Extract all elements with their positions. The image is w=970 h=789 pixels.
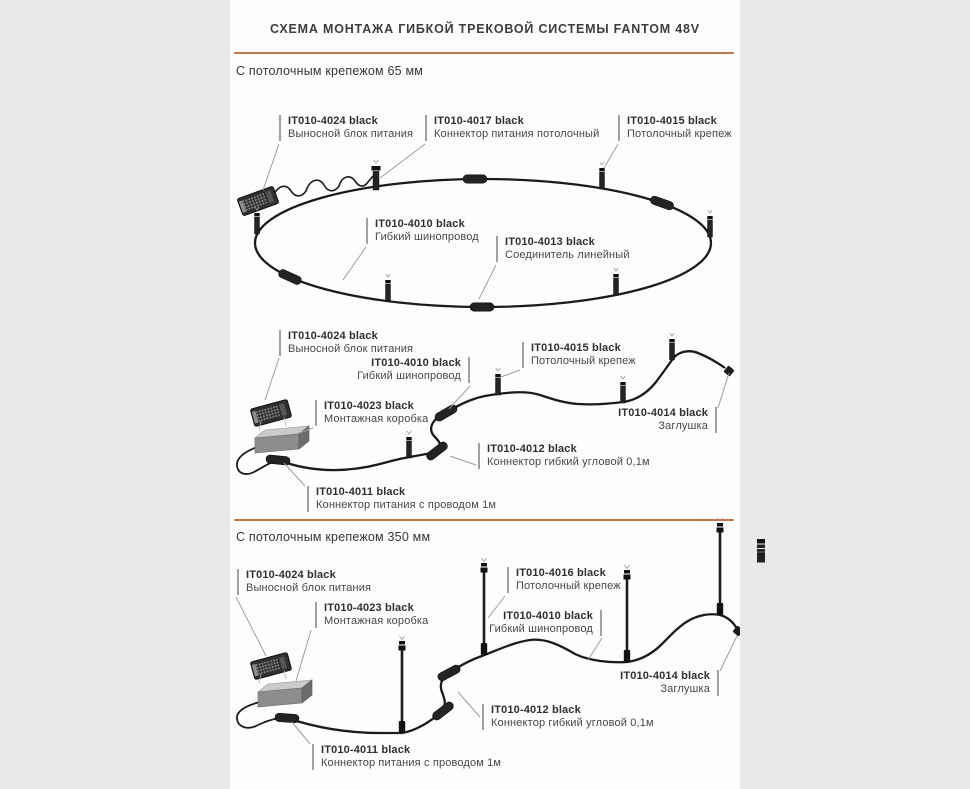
- part-name: Выносной блок питания: [288, 343, 414, 355]
- part-label-it010-4013: [496, 236, 630, 262]
- part-label-it010-4024: [279, 115, 413, 141]
- ceiling-pendant-350-icon: [624, 565, 631, 662]
- part-name: Заглушка: [658, 420, 708, 432]
- part-code: IT010-4015 black: [627, 115, 717, 127]
- scheme-page: [230, 0, 740, 789]
- ceiling-mount-65-icon: [495, 368, 500, 395]
- part-name: Гибкий шинопровод: [375, 231, 479, 243]
- part-name: Выносной блок питания: [288, 128, 414, 140]
- part-name: Коннектор гибкий угловой 0,1м: [487, 456, 650, 468]
- part-code: IT010-4014 black: [618, 407, 708, 419]
- corner-connector-icon: [434, 403, 459, 422]
- part-name: Коннектор питания с проводом 1м: [321, 757, 502, 769]
- part-label-it010-4011: [307, 486, 496, 512]
- ceiling-power-connector-icon: [372, 160, 381, 190]
- endcap-icon: [732, 625, 740, 636]
- part-name: Коннектор питания с проводом 1м: [316, 499, 497, 511]
- part-code: IT010-4014 black: [620, 670, 710, 682]
- ceiling-pendant-350-icon: [399, 636, 406, 733]
- flexible-track-ring: [255, 179, 711, 307]
- part-label-it010-4011: [312, 744, 501, 770]
- part-code: IT010-4010 black: [375, 218, 465, 230]
- ceiling-mount-65-icon: [620, 376, 625, 403]
- part-code: IT010-4023 black: [324, 602, 414, 614]
- part-name: Потолочный крепеж: [627, 128, 732, 140]
- part-label-it010-4012: [478, 443, 650, 469]
- part-code: IT010-4023 black: [324, 400, 414, 412]
- corner-connector-icon: [425, 440, 449, 461]
- part-label-it010-4024: [279, 330, 413, 356]
- part-code: IT010-4017 black: [434, 115, 524, 127]
- ceiling-mount-65-icon: [406, 431, 411, 458]
- part-label-it010-4015: [618, 115, 732, 141]
- part-name: Соединитель линейный: [505, 249, 630, 261]
- part-label-it010-4014: [620, 670, 719, 696]
- section-header-350mm: С потолочным крепежом 350 мм: [236, 530, 431, 544]
- part-name: Монтажная коробка: [324, 413, 429, 425]
- detached-rod-icon: [754, 538, 768, 566]
- part-label-it010-4023: [315, 602, 428, 628]
- part-label-it010-4017: [425, 115, 599, 141]
- power-supply-icon: [237, 186, 279, 216]
- part-code: IT010-4012 black: [491, 704, 581, 716]
- part-code: IT010-4011 black: [321, 744, 411, 756]
- part-name: Гибкий шинопровод: [357, 370, 461, 382]
- section-header-65mm: С потолочным крепежом 65 мм: [236, 64, 424, 78]
- part-code: IT010-4015 black: [531, 342, 621, 354]
- part-label-it010-4016: [507, 567, 621, 593]
- part-name: Гибкий шинопровод: [489, 623, 593, 635]
- part-code: IT010-4012 black: [487, 443, 577, 455]
- part-code: IT010-4024 black: [288, 115, 378, 127]
- part-name: Выносной блок питания: [246, 582, 372, 594]
- part-code: IT010-4024 black: [246, 569, 336, 581]
- part-label-it010-4010: [489, 610, 602, 636]
- page-title: СХЕМА МОНТАЖА ГИБКОЙ ТРЕКОВОЙ СИСТЕМЫ FANTOM 48V: [270, 22, 700, 36]
- part-label-it010-4024: [237, 569, 371, 595]
- mounting-box-icon: [255, 426, 309, 453]
- ceiling-mount-65-icon: [613, 268, 618, 295]
- ceiling-pendant-350-icon: [481, 558, 488, 655]
- linear-joiner-icon: [277, 268, 302, 285]
- part-code: IT010-4011 black: [316, 486, 406, 498]
- part-label-it010-4012: [482, 704, 654, 730]
- corner-connector-icon: [436, 664, 461, 683]
- part-name: Потолочный крепеж: [516, 580, 621, 592]
- power-connector-icon: [275, 713, 300, 723]
- part-label-it010-4014: [618, 407, 717, 433]
- part-name: Коннектор гибкий угловой 0,1м: [491, 717, 654, 729]
- part-name: Монтажная коробка: [324, 615, 429, 627]
- part-code: IT010-4010 black: [503, 610, 593, 622]
- corner-connector-icon: [431, 700, 455, 721]
- part-name: Заглушка: [660, 683, 710, 695]
- linear-joiner-icon: [470, 303, 494, 311]
- part-label-it010-4023: [315, 400, 428, 426]
- ceiling-mount-65-icon: [599, 162, 604, 189]
- ceiling-mount-65-icon: [385, 274, 390, 301]
- part-name: Коннектор питания потолочный: [434, 128, 600, 140]
- part-label-it010-4015: [522, 342, 636, 368]
- ceiling-mount-65-icon: [707, 210, 712, 237]
- part-label-it010-4010: [366, 218, 479, 244]
- part-code: IT010-4016 black: [516, 567, 606, 579]
- part-code: IT010-4013 black: [505, 236, 595, 248]
- linear-joiner-icon: [463, 175, 487, 183]
- part-label-it010-4010: [357, 357, 470, 383]
- part-name: Потолочный крепеж: [531, 355, 636, 367]
- part-code: IT010-4024 black: [288, 330, 378, 342]
- ceiling-mount-65-icon: [669, 333, 674, 360]
- power-cord: [272, 176, 373, 199]
- part-code: IT010-4010 black: [371, 357, 461, 369]
- mounting-box-icon: [258, 680, 312, 707]
- ceiling-pendant-350-icon: [717, 518, 724, 615]
- linear-joiner-icon: [649, 195, 674, 211]
